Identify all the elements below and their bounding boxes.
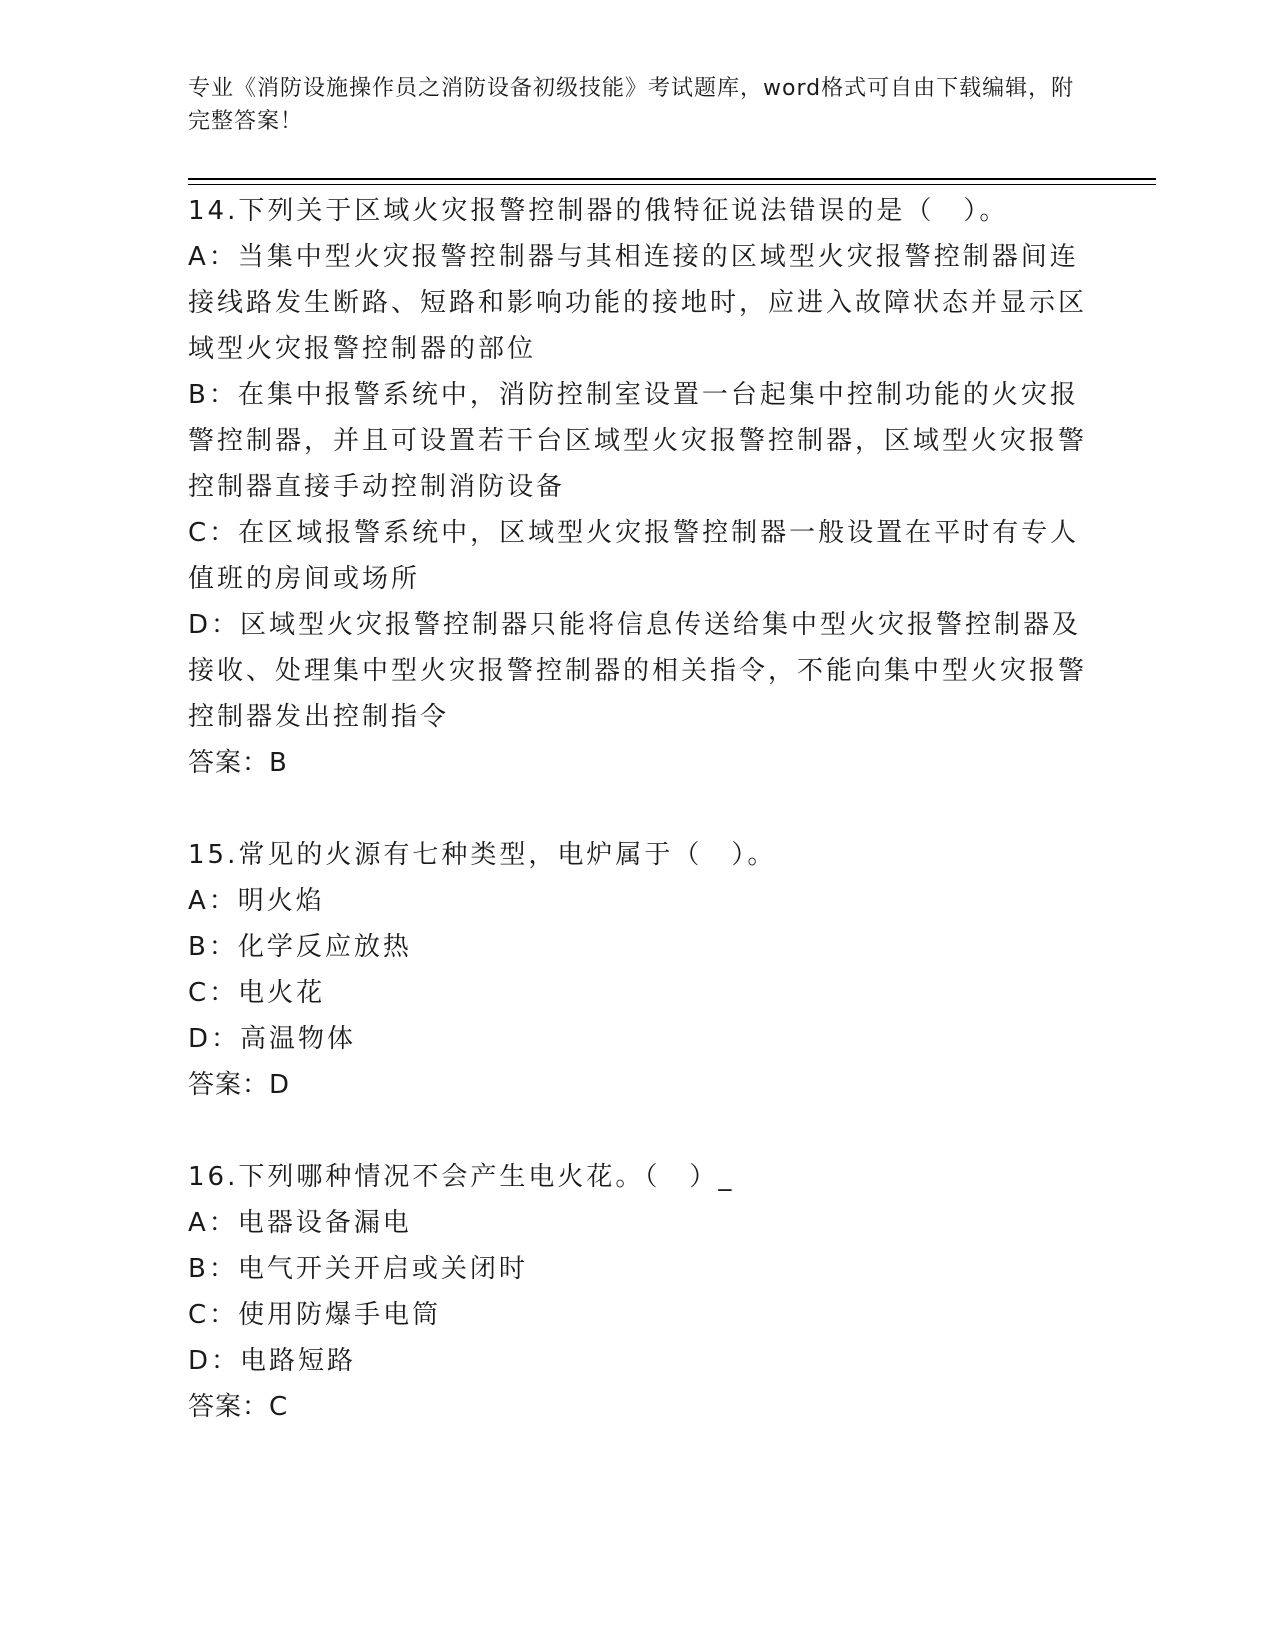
- option-b: B：化学反应放热: [188, 932, 412, 962]
- option-a: A：明火焰: [188, 886, 325, 916]
- option-c: C：使用防爆手电筒: [188, 1300, 442, 1330]
- option-d: D：电路短路: [188, 1346, 357, 1376]
- question-stem: 14.下列关于区域火灾报警控制器的俄特征说法错误的是（ ）。: [188, 196, 1009, 226]
- header-rule-thin: [188, 184, 1156, 185]
- option-d: D：区域型火灾报警控制器只能将信息传送给集中型火灾报警控制器及接收、处理集中型火灾报警控制器的相关指令，不能向集中型火灾报警控制器发出控制指令: [188, 610, 1088, 732]
- question-list: [188, 188, 1088, 1430]
- option-a: A：电器设备漏电: [188, 1208, 412, 1238]
- answer-line: 答案：D: [188, 1070, 291, 1100]
- answer-line: 答案：C: [188, 1392, 289, 1422]
- option-c: C：在区域报警系统中，区域型火灾报警控制器一般设置在平时有专人值班的房间或场所: [188, 518, 1080, 594]
- answer-line: 答案：B: [188, 748, 288, 778]
- question-15: [188, 832, 1088, 1108]
- question-spacer: [188, 1108, 1088, 1154]
- option-b: B：电气开关开启或关闭时: [188, 1254, 528, 1284]
- option-c: C：电火花: [188, 978, 326, 1008]
- option-d: D：高温物体: [188, 1024, 357, 1054]
- option-b: B：在集中报警系统中，消防控制室设置一台起集中控制功能的火灾报警控制器，并且可设置若干台区域型火灾报警控制器，区域型火灾报警控制器直接手动控制消防设备: [188, 380, 1088, 502]
- question-stem: 16.下列哪种情况不会产生电火花。（ ）_: [188, 1162, 735, 1192]
- document-header: 专业《消防设施操作员之消防设备初级技能》考试题库，word格式可自由下载编辑，附完整答案！: [188, 76, 1075, 134]
- question-14: [188, 188, 1088, 786]
- question-stem: 15.常见的火源有七种类型，电炉属于（ ）。: [188, 840, 777, 870]
- question-spacer: [188, 786, 1088, 832]
- header-rule-thick: [188, 178, 1156, 180]
- option-a: A：当集中型火灾报警控制器与其相连接的区域型火灾报警控制器间连接线路发生断路、短路和影响功能的接地时，应进入故障状态并显示区域型火灾报警控制器的部位: [188, 242, 1088, 364]
- question-16: [188, 1154, 1088, 1430]
